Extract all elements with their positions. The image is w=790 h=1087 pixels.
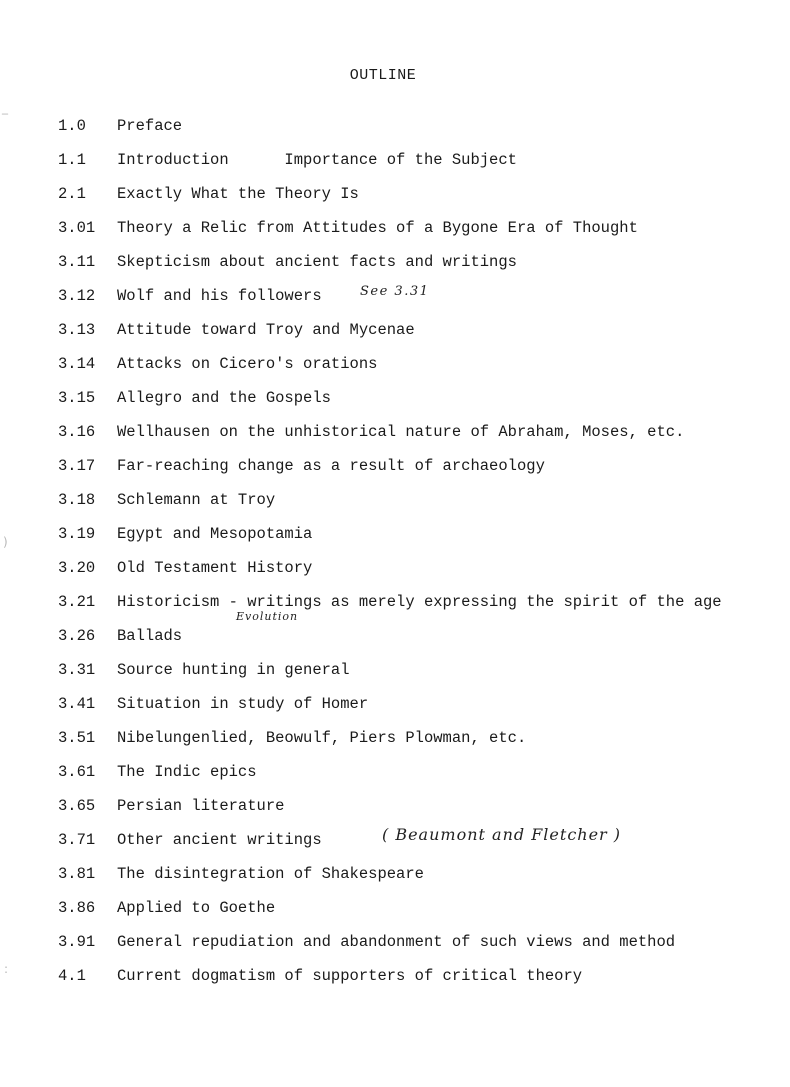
item-number: 3.13: [58, 321, 96, 339]
item-number: 3.11: [58, 253, 96, 271]
item-text: Preface: [117, 117, 183, 135]
item-text: Allegro and the Gospels: [117, 389, 331, 407]
handwritten-evolution-note: Evolution: [236, 610, 299, 623]
item-text: Egypt and Mesopotamia: [117, 525, 313, 543]
outline-item: [0, 388, 790, 422]
item-number: 3.15: [58, 389, 96, 407]
item-number: 1.0: [58, 117, 86, 135]
scan-mark: :: [4, 962, 9, 976]
outline-item: [0, 592, 790, 626]
outline-item: [0, 728, 790, 762]
outline-item: [0, 116, 790, 150]
item-number: 4.1: [58, 967, 86, 985]
handwritten-see-note: See 3.31: [360, 284, 430, 299]
outline-item: [0, 558, 790, 592]
outline-item: [0, 898, 790, 932]
outline-item: [0, 694, 790, 728]
item-number: 3.17: [58, 457, 96, 475]
outline-item: [0, 456, 790, 490]
item-number: 3.71: [58, 831, 96, 849]
item-number: 3.01: [58, 219, 96, 237]
item-text: Nibelungenlied, Beowulf, Piers Plowman, etc.: [117, 729, 527, 747]
item-number: 3.14: [58, 355, 96, 373]
item-text: Other ancient writings: [117, 831, 322, 849]
outline-item: [0, 150, 790, 184]
item-number: 3.18: [58, 491, 96, 509]
item-text: General repudiation and abandonment of such views and method: [117, 933, 676, 951]
item-number: 3.19: [58, 525, 96, 543]
item-text: Theory a Relic from Attitudes of a Bygone Era of Thought: [117, 219, 638, 237]
item-number: 3.81: [58, 865, 96, 883]
outline-item: [0, 864, 790, 898]
item-text: Attitude toward Troy and Mycenae: [117, 321, 415, 339]
item-number: 3.31: [58, 661, 96, 679]
outline-item: [0, 660, 790, 694]
item-text: Attacks on Cicero's orations: [117, 355, 378, 373]
scan-mark: ‾: [2, 112, 8, 126]
scan-mark: ): [3, 535, 8, 549]
item-number: 3.51: [58, 729, 96, 747]
outline-item: [0, 490, 790, 524]
item-text: Introduction Importance of the Subject: [117, 151, 517, 169]
item-text: Applied to Goethe: [117, 899, 276, 917]
item-number: 3.12: [58, 287, 96, 305]
outline-item: [0, 286, 790, 320]
outline-item: [0, 218, 790, 252]
item-number: 1.1: [58, 151, 86, 169]
item-text: Ballads: [117, 627, 183, 645]
outline-item: [0, 966, 790, 1000]
item-text: Wolf and his followers: [117, 287, 322, 305]
item-text: The disintegration of Shakespeare: [117, 865, 424, 883]
item-text: Source hunting in general: [117, 661, 350, 679]
outline-item: [0, 354, 790, 388]
outline-item: [0, 184, 790, 218]
item-number: 3.61: [58, 763, 96, 781]
item-number: 3.86: [58, 899, 96, 917]
outline-item: [0, 320, 790, 354]
item-number: 3.20: [58, 559, 96, 577]
item-text: Far-reaching change as a result of archaeology: [117, 457, 545, 475]
item-number: 3.26: [58, 627, 96, 645]
item-text: Historicism - writings as merely expressing the spirit of the age: [117, 593, 722, 611]
outline-item: [0, 422, 790, 456]
item-number: 3.91: [58, 933, 96, 951]
handwritten-beaumont-note: ( Beaumont and Fletcher ): [382, 825, 622, 844]
outline-list: [0, 116, 790, 1000]
item-number: 3.41: [58, 695, 96, 713]
item-number: 3.16: [58, 423, 96, 441]
page-title: OUTLINE: [349, 67, 417, 84]
outline-item: [0, 524, 790, 558]
item-text: Exactly What the Theory Is: [117, 185, 359, 203]
item-text: Schlemann at Troy: [117, 491, 276, 509]
item-text: Persian literature: [117, 797, 285, 815]
item-text: Current dogmatism of supporters of critical theory: [117, 967, 583, 985]
item-number: 3.65: [58, 797, 96, 815]
item-number: 3.21: [58, 593, 96, 611]
item-text: Situation in study of Homer: [117, 695, 369, 713]
outline-item: [0, 252, 790, 286]
item-text: The Indic epics: [117, 763, 257, 781]
outline-item: [0, 932, 790, 966]
outline-item: [0, 762, 790, 796]
outline-item: [0, 626, 790, 660]
item-text: Skepticism about ancient facts and writings: [117, 253, 517, 271]
outline-item: [0, 825, 790, 864]
item-text: Wellhausen on the unhistorical nature of Abraham, Moses, etc.: [117, 423, 685, 441]
item-number: 2.1: [58, 185, 86, 203]
item-text: Old Testament History: [117, 559, 313, 577]
